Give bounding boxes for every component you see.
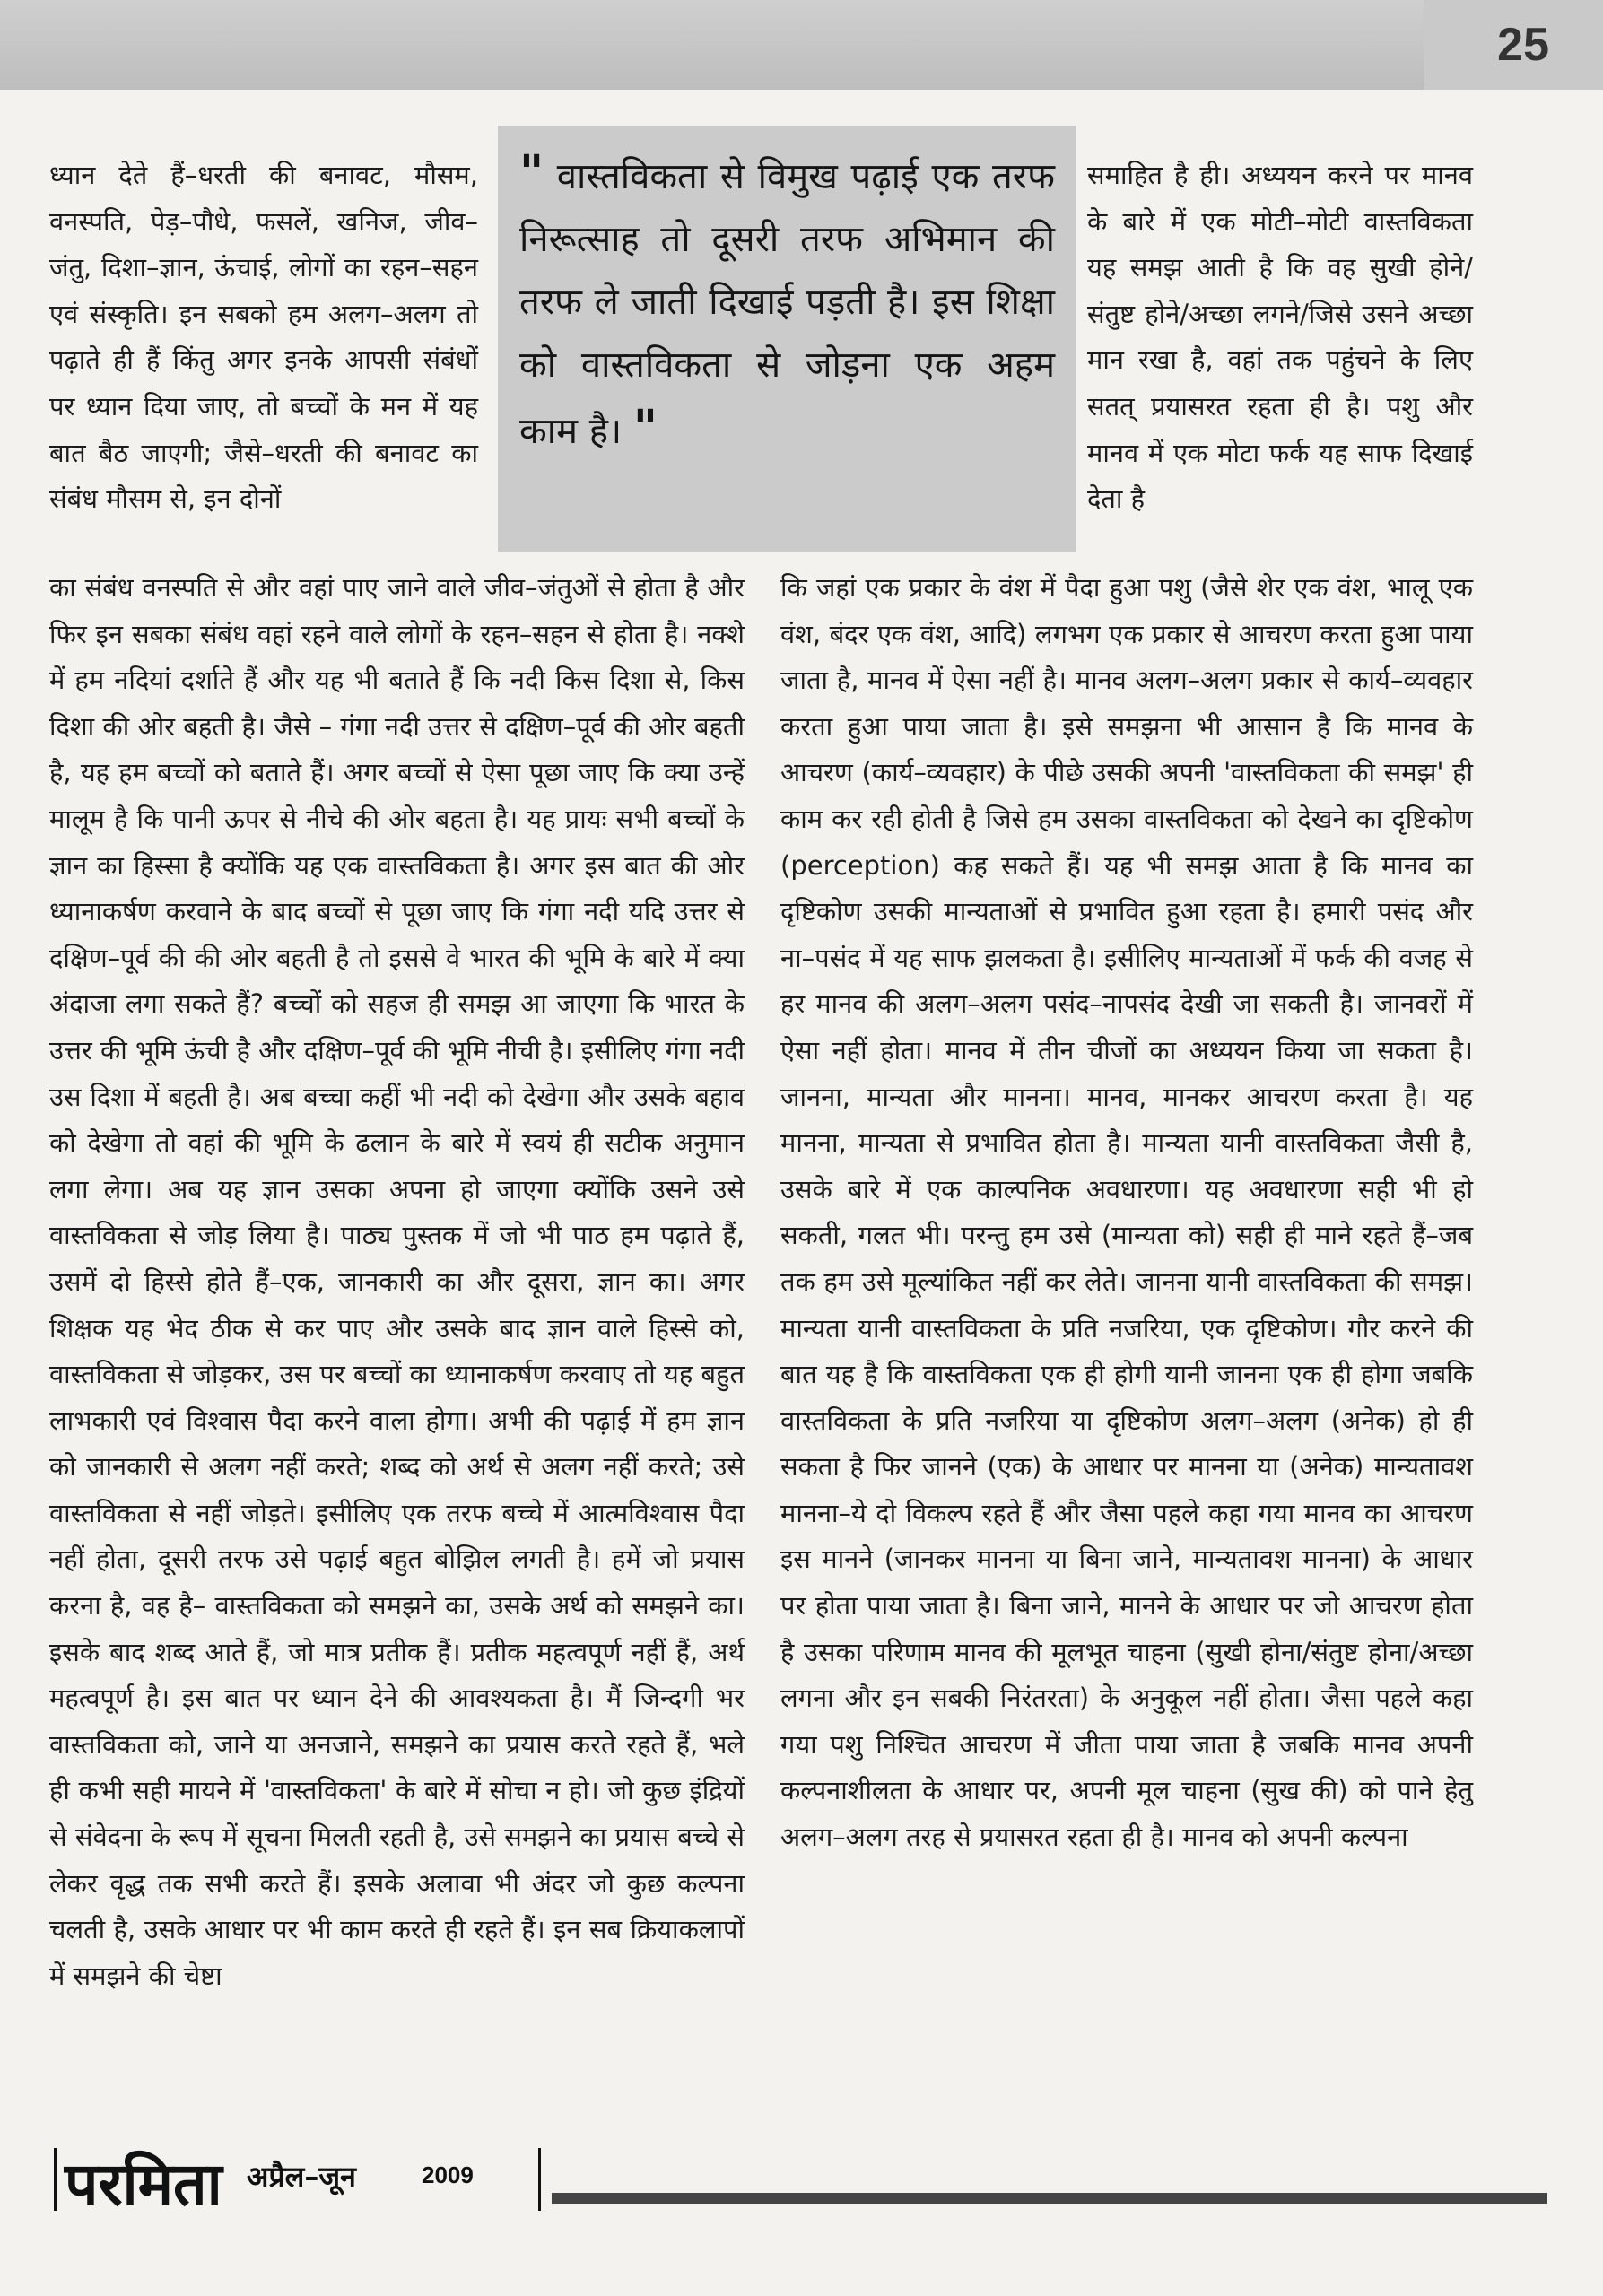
magazine-masthead: परमिता bbox=[65, 2150, 222, 2219]
page-number: 25 bbox=[1497, 19, 1549, 71]
page-header-shade bbox=[0, 0, 1424, 90]
right-column-body bbox=[780, 565, 1473, 1861]
page-header-band bbox=[0, 0, 1603, 90]
pull-quote bbox=[498, 126, 1076, 552]
footer-left-bar bbox=[54, 2148, 57, 2211]
close-quote-mark: " bbox=[632, 400, 658, 455]
right-column-top bbox=[1087, 152, 1473, 523]
right-column-top-text: समाहित है ही। अध्ययन करने पर मानव के बारे में एक मोटी–मोटी वास्तविकता यह समझ आती है कि वह सुखी होने/संतुष्ट होने/अच्छा लगने/जिसे उसने अच्छा मान रखा है, वहां तक पहुंचने के लिए सतत् प्रयासरत रहता ही है। पशु और मानव में एक मोटा फर्क यह साफ दिखाई देता है bbox=[1087, 160, 1473, 515]
issue-months: अप्रैल–जून bbox=[247, 2160, 356, 2194]
footer-right-bar bbox=[538, 2148, 541, 2211]
left-column-top bbox=[49, 152, 478, 523]
issue-year: 2009 bbox=[422, 2161, 474, 2188]
left-column-body-text: का संबंध वनस्पति से और वहां पाए जाने वाले जीव–जंतुओं से होता है और फिर इन सबका संबंध वहां रहने वाले लोगों के रहन–सहन से होता है। नक्शे में हम नदियां दर्शाते हैं और यह भी बताते हैं कि नदी किस दिशा से, किस दिशा की ओर बहती है। जैसे – गंगा नदी उत्तर से दक्षिण–पूर्व की ओर बहती है, यह हम बच्चों को बताते हैं। अगर बच्चों से ऐसा पूछा जाए कि क्या उन्हें मालूम है कि पानी ऊपर से नीचे की ओर बहता है। यह प्रायः सभी बच्चों के ज्ञान का हिस्सा है क्योंकि यह एक वास्तविकता है। अगर इस बात की ओर ध्यानाकर्षण करवाने के बाद बच्चों से पूछा जाए कि गंगा नदी यदि उत्तर से दक्षिण–पूर्व की की ओर बहती है तो इससे वे भारत की भूमि के बारे में क्या अंदाजा लगा सकते हैं? बच्चों को सहज ही समझ आ जाएगा कि भारत के उत्तर की भूमि ऊंची है और दक्षिण–पूर्व की भूमि नीची है। इसीलिए गंगा नदी उस दिशा में बहती है। अब बच्चा कहीं भी नदी को देखेगा और उसके बहाव को देखेगा तो वहां की भूमि के ढलान के बारे में स्वयं ही सटीक अनुमान लगा लेगा। अब यह ज्ञान उसका अपना हो जाएगा क्योंकि उसने उसे वास्तविकता से जोड़ लिया है। पाठ्य पुस्तक में जो भी पाठ हम पढ़ाते हैं, उसमें दो हिस्से होते हैं–एक, जानकारी का और दूसरा, ज्ञान का। अगर शिक्षक यह भेद ठीक से कर पाए और उसके बाद ज्ञान वाले हिस्से को, वास्तविकता से जोड़कर, उस पर बच्चों का ध्यानाकर्षण करवाए तो यह बहुत लाभकारी एवं विश्वास पैदा करने वाला होगा। अभी की पढ़ाई में हम ज्ञान को जानकारी से अलग नहीं करते; शब्द को अर्थ से अलग नहीं करते; उसे वास्तविकता से नहीं जोड़ते। इसीलिए एक तरफ बच्चे में आत्मविश्वास पैदा नहीं होता, दूसरी तरफ उसे पढ़ाई बहुत बोझिल लगती है। हमें जो प्रयास करना है, वह है– वास्तविकता को समझने का, उसके अर्थ को समझने का। इसके बाद शब्द आते हैं, जो मात्र प्रतीक हैं। प्रतीक महत्वपूर्ण नहीं हैं, अर्थ महत्वपूर्ण है। इस बात पर ध्यान देने की आवश्यकता है। मैं जिन्दगी भर वास्तविकता को, जाने या अनजाने, समझने का प्रयास करते रहते हैं, भले ही कभी सही मायने में 'वास्तविकता' के बारे में सोचा न हो। जो कुछ इंद्रियों से संवेदना के रूप में सूचना मिलती रहती है, उसे समझने का प्रयास बच्चे से लेकर वृद्ध तक सभी करते हैं। इसके अलावा भी अंदर जो कुछ कल्पना चलती है, उसके आधार पर भी काम करते ही रहते हैं। इन सब क्रियाकलापों में समझने की चेष्टा bbox=[49, 572, 745, 1991]
right-column-body-text: कि जहां एक प्रकार के वंश में पैदा हुआ पशु (जैसे शेर एक वंश, भालू एक वंश, बंदर एक वंश, आदि) लगभग एक प्रकार से आचरण करता हुआ पाया जाता है, मानव में ऐसा नहीं है। मानव अलग–अलग प्रकार से कार्य–व्यवहार करता हुआ पाया जाता है। इसे समझना भी आसान है कि मानव के आचरण (कार्य–व्यवहार) के पीछे उसकी अपनी 'वास्तविकता की समझ' ही काम कर रही होती है जिसे हम उसका वास्तविकता को देखने का दृष्टिकोण (perception) कह सकते हैं। यह भी समझ आता है कि मानव का दृष्टिकोण उसकी मान्यताओं से प्रभावित हुआ रहता है। हमारी पसंद और ना–पसंद में यह साफ झलकता है। इसीलिए मान्यताओं में फर्क की वजह से हर मानव की अलग–अलग पसंद–नापसंद देखी जा सकती है। जानवरों में ऐसा नहीं होता। मानव में तीन चीजों का अध्ययन किया जा सकता है। जानना, मान्यता और मानना। मानव, मानकर आचरण करता है। यह मानना, मान्यता से प्रभावित होता है। मान्यता यानी वास्तविकता जैसी है, उसके बारे में एक काल्पनिक अवधारणा। यह अवधारणा सही भी हो सकती, गलत भी। परन्तु हम उसे (मान्यता को) सही ही माने रहते हैं–जब तक हम उसे मूल्यांकित नहीं कर लेते। जानना यानी वास्तविकता की समझ। मान्यता यानी वास्तविकता के प्रति नजरिया, एक दृष्टिकोण। गौर करने की बात यह है कि वास्तविकता एक ही होगी यानी जानना एक ही होगा जबकि वास्तविकता के प्रति नजरिया या दृष्टिकोण अलग–अलग (अनेक) हो ही सकता है फिर जानने (एक) के आधार पर मानना या (अनेक) मान्यतावश मानना–ये दो विकल्प रहते हैं और जैसा पहले कहा गया मानव का आचरण इस मानने (जानकर मानना या बिना जाने, मान्यतावश मानना) के आधार पर होता पाया जाता है। बिना जाने, मानने के आधार पर जो आचरण होता है उसका परिणाम मानव की मूलभूत चाहना (सुखी होना/संतुष्ट होना/अच्छा लगना और इन सबकी निरंतरता) के अनुकूल नहीं होता। जैसा पहले कहा गया पशु निश्चित आचरण में जीता पाया जाता है जबकि मानव अपनी कल्पनाशीलता के आधार पर, अपनी मूल चाहना (सुख की) को पाने हेतु अलग–अलग तरह से प्रयासरत रहता ही है। मानव को अपनी कल्पना bbox=[780, 572, 1473, 1853]
open-quote-mark: " bbox=[519, 145, 544, 200]
footer-rule bbox=[552, 2193, 1547, 2204]
pull-quote-text: वास्तविकता से विमुख पढ़ाई एक तरफ निरूत्साह तो दूसरी तरफ अभिमान की तरफ ले जाती दिखाई पड़ती है। इस शिक्षा को वास्तविकता से जोड़ना एक अहम काम है। bbox=[519, 156, 1055, 452]
left-column-body bbox=[49, 565, 745, 1999]
left-column-top-text: ध्यान देते हैं–धरती की बनावट, मौसम, वनस्पति, पेड़–पौधे, फसलें, खनिज, जीव–जंतु, दिशा–ज्ञान, ऊंचाई, लोगों का रहन–सहन एवं संस्कृति। इन सबको हम अलग–अलग तो पढ़ाते ही हैं किंतु अगर इनके आपसी संबंधों पर ध्यान दिया जाए, तो बच्चों के मन में यह बात बैठ जाएगी; जैसे–धरती की बनावट का संबंध मौसम से, इन दोनों bbox=[49, 160, 478, 515]
